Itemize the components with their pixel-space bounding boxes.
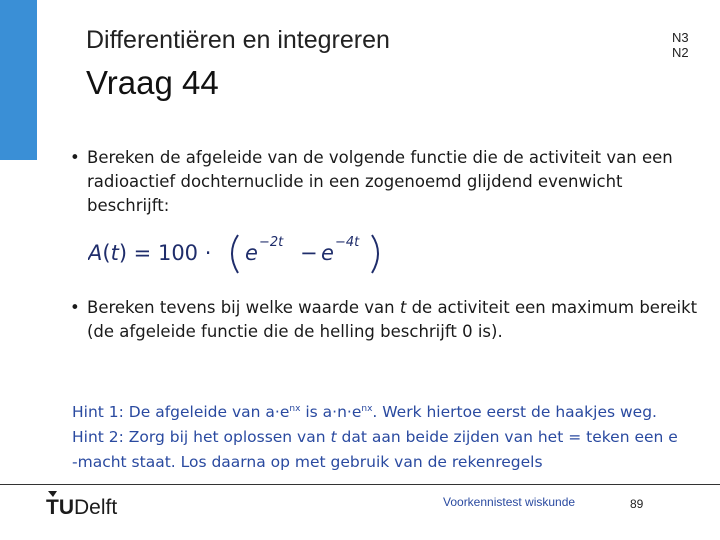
formula-exp1: −2t bbox=[259, 235, 284, 250]
tu-delft-logo bbox=[44, 488, 124, 522]
page-number: 89 bbox=[630, 497, 644, 511]
level-tag: N3 bbox=[672, 30, 689, 45]
bullet-dot: • bbox=[70, 298, 80, 317]
footer-divider bbox=[0, 484, 720, 485]
hint-2: Hint 2: Zorg bij het oplossen van t dat aan beide zijden van het = teken een e bbox=[72, 428, 678, 447]
formula-base1: e bbox=[245, 241, 258, 265]
level-tags bbox=[672, 30, 689, 60]
formula bbox=[88, 228, 398, 278]
bullet-question-derivative bbox=[70, 146, 710, 218]
paren-left bbox=[232, 235, 238, 273]
formula-minus: − bbox=[300, 241, 318, 265]
formula-base2: e bbox=[321, 241, 334, 265]
accent-bar bbox=[0, 0, 37, 160]
formula-exp2: −4t bbox=[335, 235, 360, 250]
slide-subtitle: Differentiëren en integreren bbox=[86, 26, 390, 54]
hint-2-continued: -macht staat. Los daarna op met gebruik van de rekenregels bbox=[72, 453, 543, 472]
slide-title: Vraag 44 bbox=[86, 64, 219, 101]
footer-course: Voorkennistest wiskunde bbox=[443, 495, 576, 509]
level-tag: N2 bbox=[672, 45, 689, 60]
variable-t: t bbox=[399, 298, 407, 317]
svg-text:TUDelft: TUDelft bbox=[46, 496, 118, 519]
bullet-text: Bereken de afgeleide van de volgende functie die de activiteit van een radioactief dochternuclide in een zogenoemd glijdend evenwicht beschrijft: bbox=[87, 148, 673, 215]
hints bbox=[72, 397, 712, 475]
bullet-text: Bereken tevens bij welke waarde van t de activiteit een maximum bereikt (de afgeleide functie die de helling beschrijft 0 is). bbox=[87, 298, 698, 341]
formula-lhs: A(t) = 100 · bbox=[88, 241, 212, 265]
bullet-question-maximum bbox=[70, 296, 710, 344]
paren-right bbox=[372, 235, 378, 273]
bullet-dot: • bbox=[70, 148, 80, 167]
hint-1: Hint 1: De afgeleide van $a\cdot e^{nx}$ is $a\cdot n\cdot e^{nx}$. Werk hiertoe eerst de haakjes weg. bbox=[72, 403, 657, 422]
